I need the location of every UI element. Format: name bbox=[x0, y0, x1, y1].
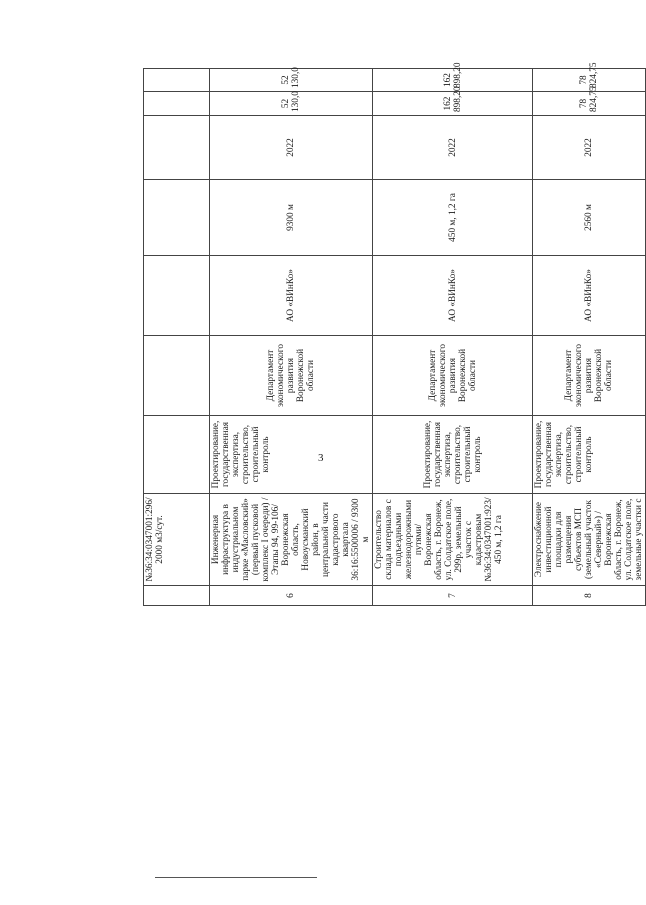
cell-continuation: №36:34:0347001:296/ 2000 м3/сут. bbox=[144, 494, 210, 586]
table-row bbox=[210, 69, 373, 606]
cell-work: Проектирование, государственная экспертиза, строительство, строительный контроль bbox=[210, 416, 373, 494]
cell-object: Инженерная инфраструктура в индустриальном парке «Масловский» (первый пусковой комплекс I очереди) / Этапы 94, 99-106/ Воронежская область, Новоусманский район, в центральной части кадастрового квартала 36:16:5500006 / 9300 м bbox=[210, 494, 373, 586]
cell-executor: АО «ВИнКо» bbox=[533, 256, 646, 336]
cell-executor: АО «ВИнКо» bbox=[373, 256, 533, 336]
cell-value-1: 52 130,0 bbox=[210, 69, 373, 92]
cell-total: 162 898,20 bbox=[373, 92, 533, 116]
cell-num: 6 bbox=[210, 586, 373, 606]
cell-empty bbox=[144, 336, 210, 416]
cell-value-1: 78 824,75 bbox=[533, 69, 646, 92]
footnote-separator bbox=[155, 877, 317, 878]
table-row bbox=[533, 69, 646, 606]
cell-power: 2560 м bbox=[533, 180, 646, 256]
cell-year: 2022 bbox=[210, 116, 373, 180]
cell-empty bbox=[144, 116, 210, 180]
cell-empty bbox=[144, 92, 210, 116]
cell-department: Департамент экономического развития Воронежской области bbox=[533, 336, 646, 416]
cell-department: Департамент экономического развития Воронежской области bbox=[210, 336, 373, 416]
table-row-continuation bbox=[144, 69, 210, 606]
cell-empty bbox=[144, 256, 210, 336]
rotated-table-container bbox=[143, 62, 644, 606]
cell-power: 9300 м bbox=[210, 180, 373, 256]
cell-num bbox=[144, 586, 210, 606]
cell-num: 7 bbox=[373, 586, 533, 606]
cell-work: Проектирование, государственная экспертиза, строительство, строительный контроль bbox=[533, 416, 646, 494]
cell-empty bbox=[144, 416, 210, 494]
cell-executor: АО «ВИнКо» bbox=[210, 256, 373, 336]
projects-table bbox=[143, 62, 646, 606]
cell-object: Строительство склада материалов с подъездными железнодорожными путями/ Воронежская область, г. Воронеж, ул. Солдатское поле, 299р, земельный участок с кадастровым №36:34:0347001:923/ 450 м, 1,2 га bbox=[373, 494, 533, 586]
cell-work: Проектирование, государственная экспертиза, строительство, строительный контроль bbox=[373, 416, 533, 494]
cell-empty bbox=[144, 180, 210, 256]
cell-object: Электроснабжение инвестиционной площадки для размещения субъектов МСП (земельный участок «Северный») / Воронежская область, г. Воронеж, ул. Солдатское поле, земельные участки с bbox=[533, 494, 646, 586]
cell-total: 52 130,0 bbox=[210, 92, 373, 116]
cell-total: 78 824,75 bbox=[533, 92, 646, 116]
page-number: 3 bbox=[318, 452, 324, 464]
cell-power: 450 м, 1,2 га bbox=[373, 180, 533, 256]
cell-num: 8 bbox=[533, 586, 646, 606]
cell-department: Департамент экономического развития Воронежской области bbox=[373, 336, 533, 416]
cell-year: 2022 bbox=[373, 116, 533, 180]
cell-empty bbox=[144, 69, 210, 92]
cell-year: 2022 bbox=[533, 116, 646, 180]
table-row bbox=[373, 69, 533, 606]
cell-value-1: 162 898,20 bbox=[373, 69, 533, 92]
